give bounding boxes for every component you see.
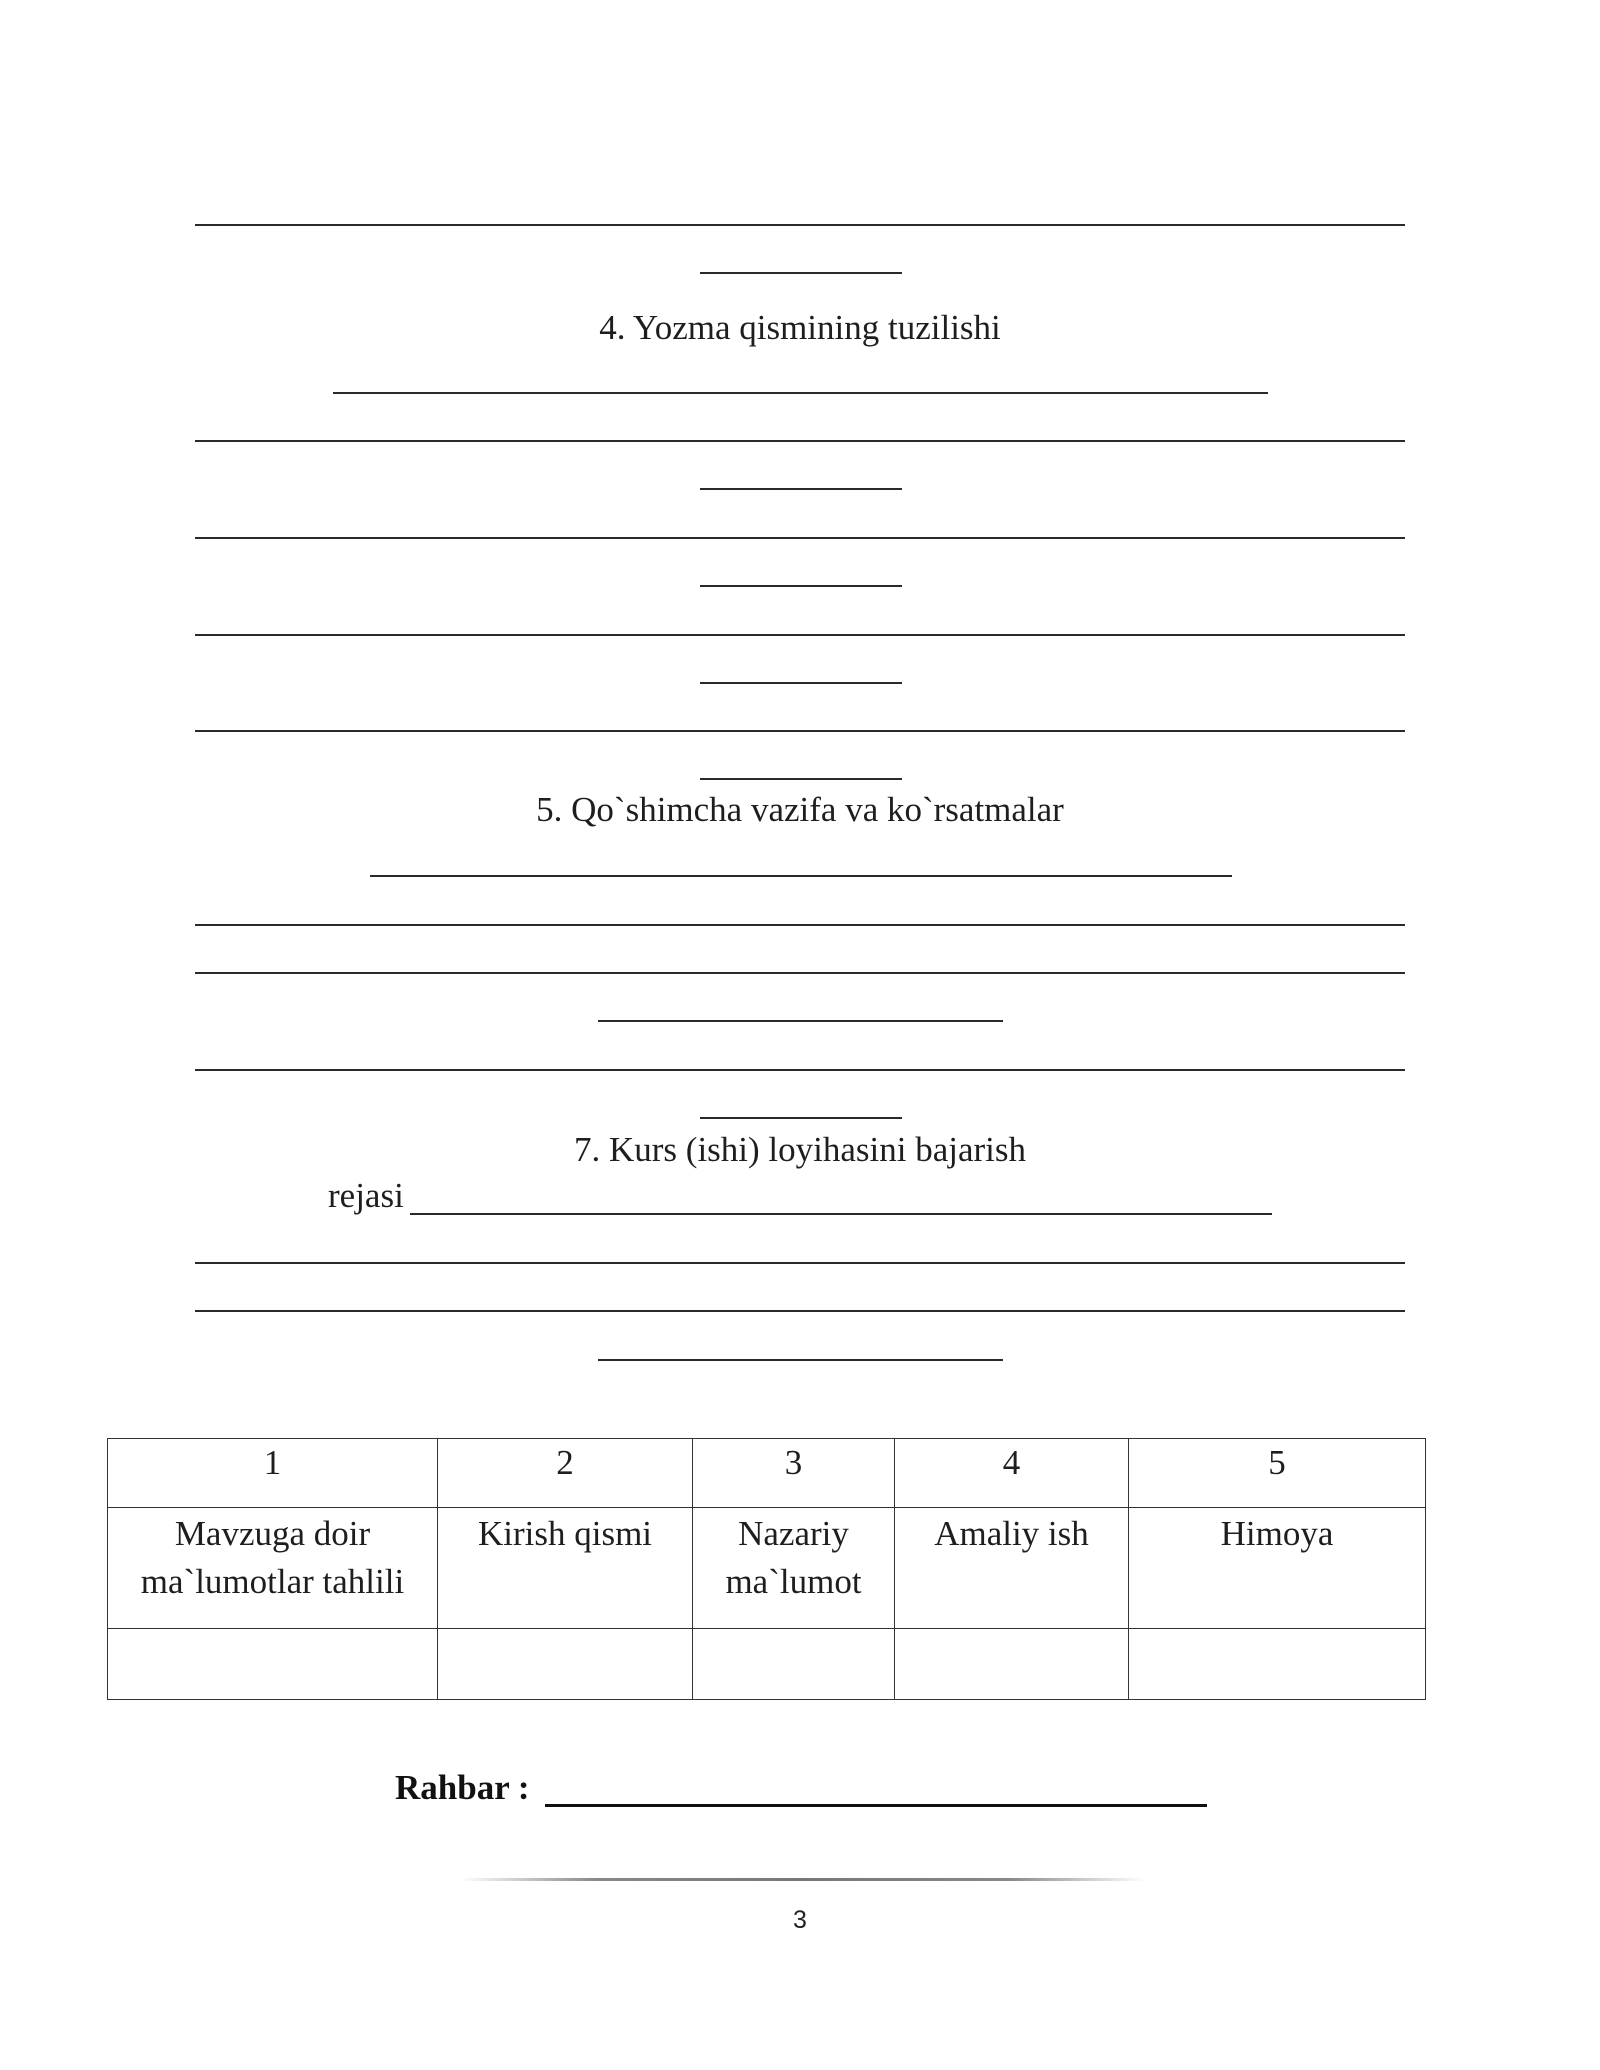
blank-line [195,1069,1405,1071]
section-4-heading: 4. Yozma qismining tuzilishi [599,308,1001,347]
blank-line [700,682,902,684]
blank-line [195,634,1405,636]
stage-number: 2 [438,1439,693,1508]
blank-line [700,778,902,780]
empty-cell[interactable] [438,1629,693,1700]
page-number: 3 [793,1906,807,1934]
blank-line [410,1213,1272,1215]
stage-label: Amaliy ish [895,1508,1129,1629]
blank-line [195,924,1405,926]
stage-number: 1 [108,1439,438,1508]
blank-line [700,488,902,490]
stage-number: 4 [895,1439,1129,1508]
signature-line [545,1804,1207,1807]
table-row [108,1439,1426,1508]
stage-number: 3 [693,1439,895,1508]
rejasi-label: rejasi [328,1176,404,1215]
empty-cell[interactable] [1129,1629,1426,1700]
blank-line [598,1020,1003,1022]
stage-label: Nazariy ma`lumot [693,1508,895,1629]
empty-cell[interactable] [108,1629,438,1700]
table-row [108,1508,1426,1629]
blank-line [700,272,902,274]
plan-table [107,1438,1426,1700]
empty-cell[interactable] [895,1629,1129,1700]
stage-label: Mavzuga doir ma`lumotlar tahlili [108,1508,438,1629]
stage-label: Kirish qismi [438,1508,693,1629]
section-7-heading: 7. Kurs (ishi) loyihasini bajarish [573,1130,1027,1169]
supervisor-label: Rahbar : [395,1768,530,1807]
blank-line [700,1117,902,1119]
blank-line [333,392,1268,394]
table-row [108,1629,1426,1700]
blank-line [700,585,902,587]
blank-line [598,1359,1003,1361]
footer-divider [460,1878,1145,1881]
blank-line [195,1310,1405,1312]
section-5-heading: 5. Qo`shimcha vazifa va ko`rsatmalar [536,790,1064,829]
blank-line [195,440,1405,442]
blank-line [195,537,1405,539]
empty-cell[interactable] [693,1629,895,1700]
blank-line [195,972,1405,974]
blank-line [195,730,1405,732]
stage-number: 5 [1129,1439,1426,1508]
blank-line [195,1262,1405,1264]
stage-label: Himoya [1129,1508,1426,1629]
blank-line [370,875,1232,877]
blank-line [195,224,1405,226]
